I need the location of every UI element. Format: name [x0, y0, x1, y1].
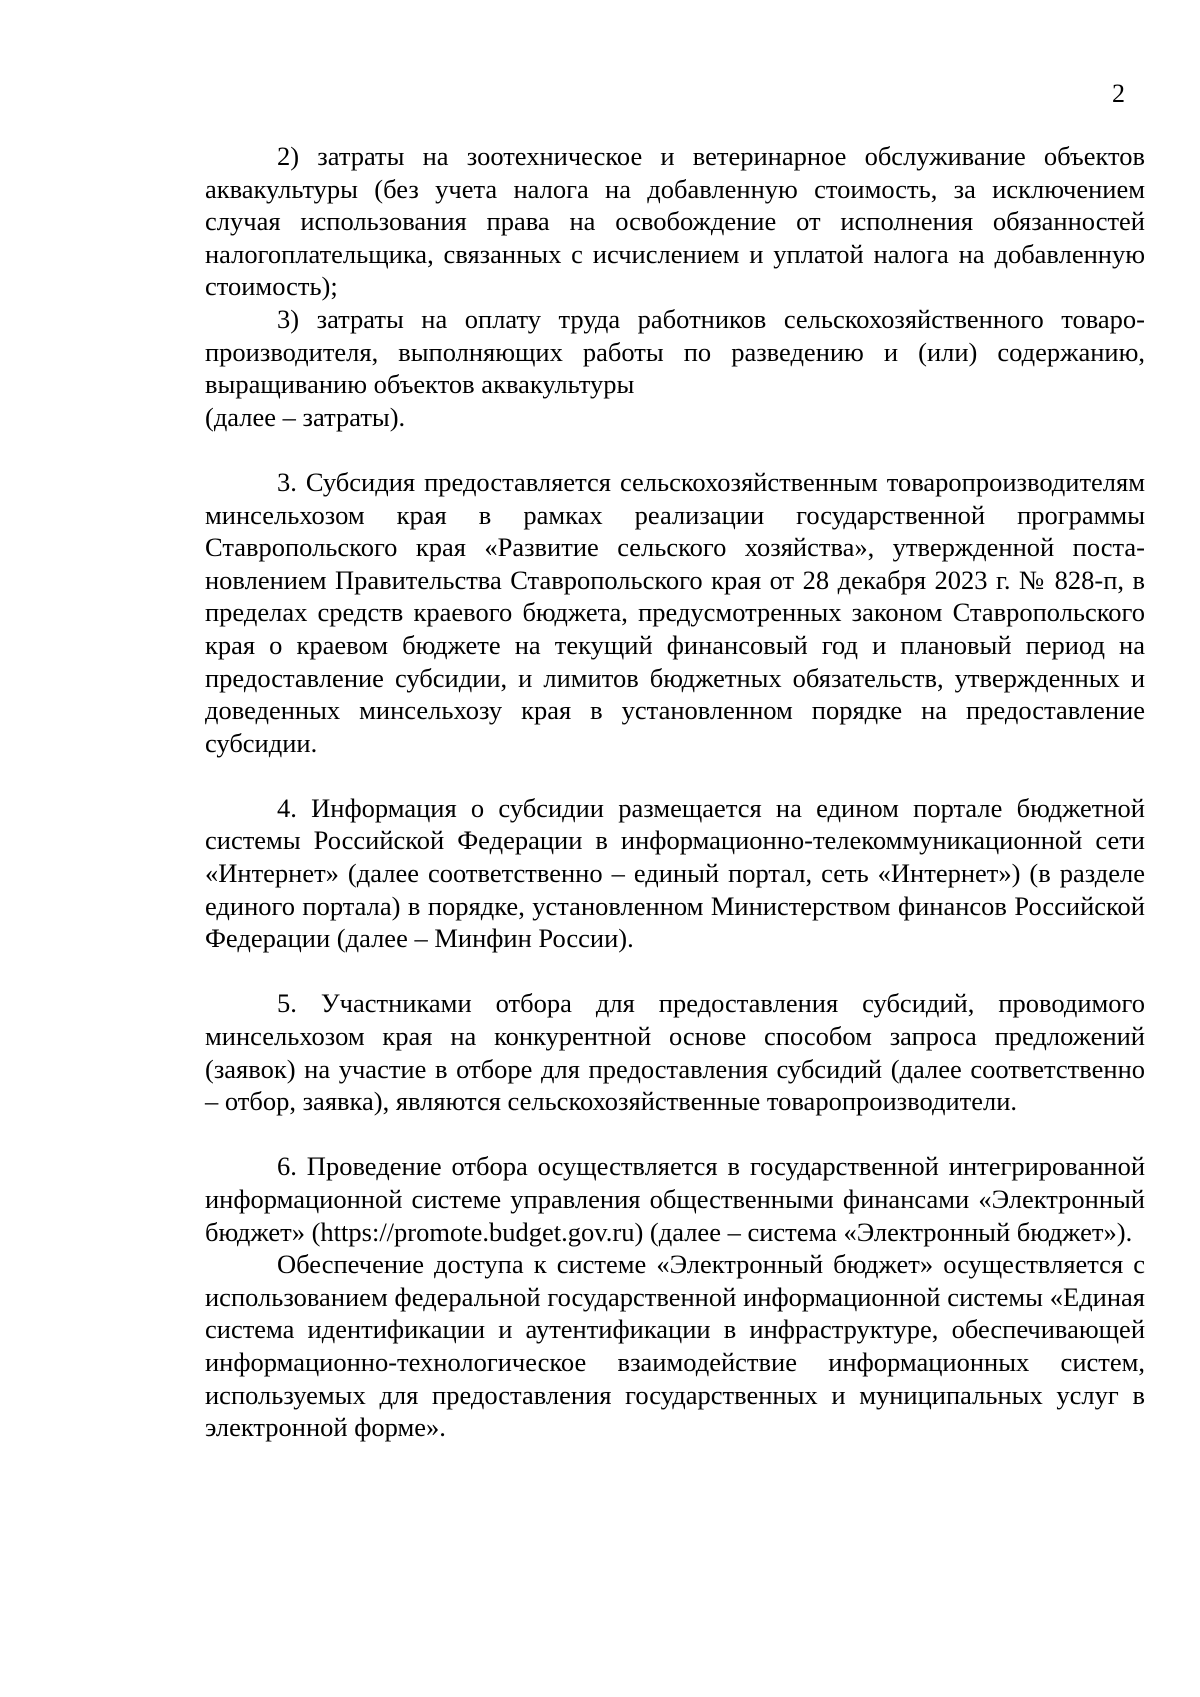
paragraph-costs-definition: (далее – затраты). — [205, 401, 406, 432]
paragraph-section-5: 5. Участниками отбора для предоставления субсидий, проводимого минсельхозом края на конкурентной основе способом запроса предложений (заявок) на участие в отборе для предоставления субсидий (далее соответственно – отбор, заявка), являются сельскохозяйственные товаропроизводители. — [205, 988, 1145, 1117]
paragraph-item-3-costs: 3) затраты на оплату труда работников сельскохозяйственного товаропроизводителя, выполняющих работы по разведению и (или) содержанию, выращиванию объектов аквакультуры — [205, 303, 1145, 400]
document-body — [205, 140, 1145, 1444]
paragraph-section-3: 3. Субсидия предоставляется сельскохозяйственным товаропроизводителям минсельхозом края в рамках реализации государственной программы Ставропольского края «Развитие сельского хозяйства», утвержденной постановлением Правительства Ставропольского края от 28 декабря 2023 г. № 828-п, в пределах средств краевого бюджета, предусмотренных законом Ставропольского края о краевом бюджете на текущий финансовый год и плановый период на предоставление субсидии, и лимитов бюджетных обязательств, утвержденных и доведенных минсельхозу края в установленном порядке на предоставление субсидии. — [205, 466, 1145, 758]
paragraph-section-6: 6. Проведение отбора осуществляется в государственной интегрированной информационной системе управления общественными финансами «Электронный бюджет» (https://promote.budget.gov.ru) (далее – система «Электронный бюджет»). — [205, 1151, 1145, 1247]
paragraph-section-4: 4. Информация о субсидии размещается на едином портале бюджетной системы Российской Федерации в информационно-телекоммуникационной сети «Интернет» (далее соответственно – единый портал, сеть «Интернет») (в разделе единого портала) в порядке, установленном Министерством финансов Российской Федерации (далее – Минфин России). — [205, 792, 1145, 954]
paragraph-section-6-access: Обеспечение доступа к системе «Электронный бюджет» осуществляется с использованием федеральной государственной информационной системы «Единая система идентификации и аутентификации в инфраструктуре, обеспечивающей информационно-технологическое взаимодействие информационных систем, используемых для предоставления государственных и муниципальных услуг в электронной форме». — [205, 1249, 1145, 1443]
paragraph-item-2-costs: 2) затраты на зоотехническое и ветеринарное обслуживание объектов аквакультуры (без учета налога на добавленную стоимость, за исключением случая использования права на освобождение от исполнения обязанностей налогоплательщика, связанных с исчислением и уплатой налога на добавленную стоимость); — [205, 141, 1145, 302]
page-number: 2 — [1112, 79, 1125, 108]
